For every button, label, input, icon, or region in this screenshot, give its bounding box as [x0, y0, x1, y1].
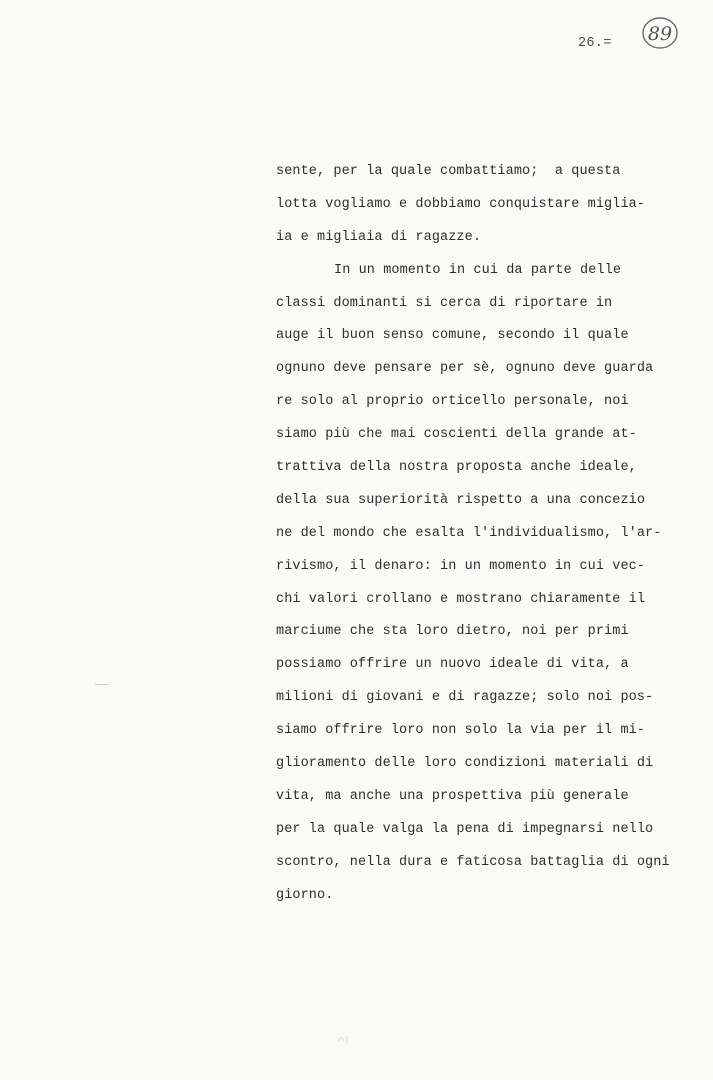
text-line: lotta vogliamo e dobbiamo conquistare miglia- [276, 196, 646, 212]
text-line: marciume che sta loro dietro, noi per primi [276, 624, 629, 640]
text-line: per la quale valga la pena di impegnarsi nello [276, 821, 654, 837]
text-line: trattiva della nostra proposta anche ideale, [276, 460, 637, 476]
text-line: ia e migliaia di ragazze. [276, 229, 482, 245]
scan-artifact [95, 684, 109, 685]
archive-number: 89 [647, 23, 673, 45]
text-line: ognuno deve pensare per sè, ognuno deve guarda [276, 361, 654, 377]
text-line: chi valori crollano e mostrano chiaramente il [276, 591, 646, 607]
text-line: classi dominanti si cerca di riportare in [276, 295, 613, 311]
text-line: rivismo, il denaro: in un momento in cui vec- [276, 558, 646, 574]
text-line: auge il buon senso comune, secondo il quale [276, 328, 629, 344]
text-line: glioramento delle loro condizioni materiali di [276, 756, 654, 772]
paragraph-first-line: In un momento in cui da parte delle [334, 262, 622, 278]
text-line: re solo al proprio orticello personale, noi [276, 394, 629, 410]
text-line: vita, ma anche una prospettiva più generale [276, 788, 629, 804]
text-line: ne del mondo che esalta l'individualismo, l'ar- [276, 525, 662, 541]
text-line: della sua superiorità rispetto a una concezio [276, 492, 646, 508]
body-text [276, 160, 706, 916]
text-line: scontro, nella dura e faticosa battaglia di ogni [276, 854, 670, 870]
scan-artifact [335, 1032, 355, 1046]
text-line: siamo offrire loro non solo la via per il mi- [276, 723, 646, 739]
handwritten-circle-icon [640, 15, 680, 51]
text-line: siamo più che mai coscienti della grande at- [276, 427, 637, 443]
page-number: 26.= [578, 36, 612, 51]
text-line: possiamo offrire un nuovo ideale di vita, a [276, 657, 629, 673]
text-line: milioni di giovani e di ragazze; solo noi pos- [276, 690, 654, 706]
archive-number-stamp [640, 15, 680, 51]
text-line: sente, per la quale combattiamo; a questa [276, 164, 621, 179]
text-line: giorno. [276, 887, 334, 903]
